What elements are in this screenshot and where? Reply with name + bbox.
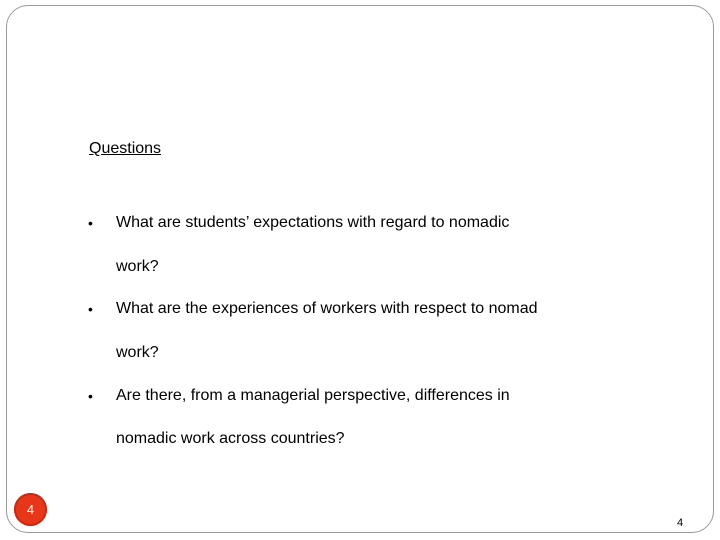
bullet-1-line-2: work? — [116, 258, 159, 275]
slide-heading: Questions — [89, 140, 162, 157]
bullet-marker-1: • — [88, 215, 93, 231]
bullet-2-line-1: What are the experiences of workers with respect to nomad — [116, 300, 538, 317]
page-number: 4 — [677, 517, 684, 529]
slide-number-badge: 4 — [14, 493, 47, 526]
bullet-2-line-2: work? — [116, 344, 159, 361]
bullet-3-line-1: Are there, from a managerial perspective, differences in — [116, 387, 510, 404]
bullet-1-line-1: What are students’ expectations with regard to nomadic — [116, 214, 510, 231]
bullet-3-line-2: nomadic work across countries? — [116, 430, 345, 447]
slide-frame — [6, 5, 714, 533]
bullet-marker-2: • — [88, 301, 93, 317]
bullet-marker-3: • — [88, 388, 93, 404]
